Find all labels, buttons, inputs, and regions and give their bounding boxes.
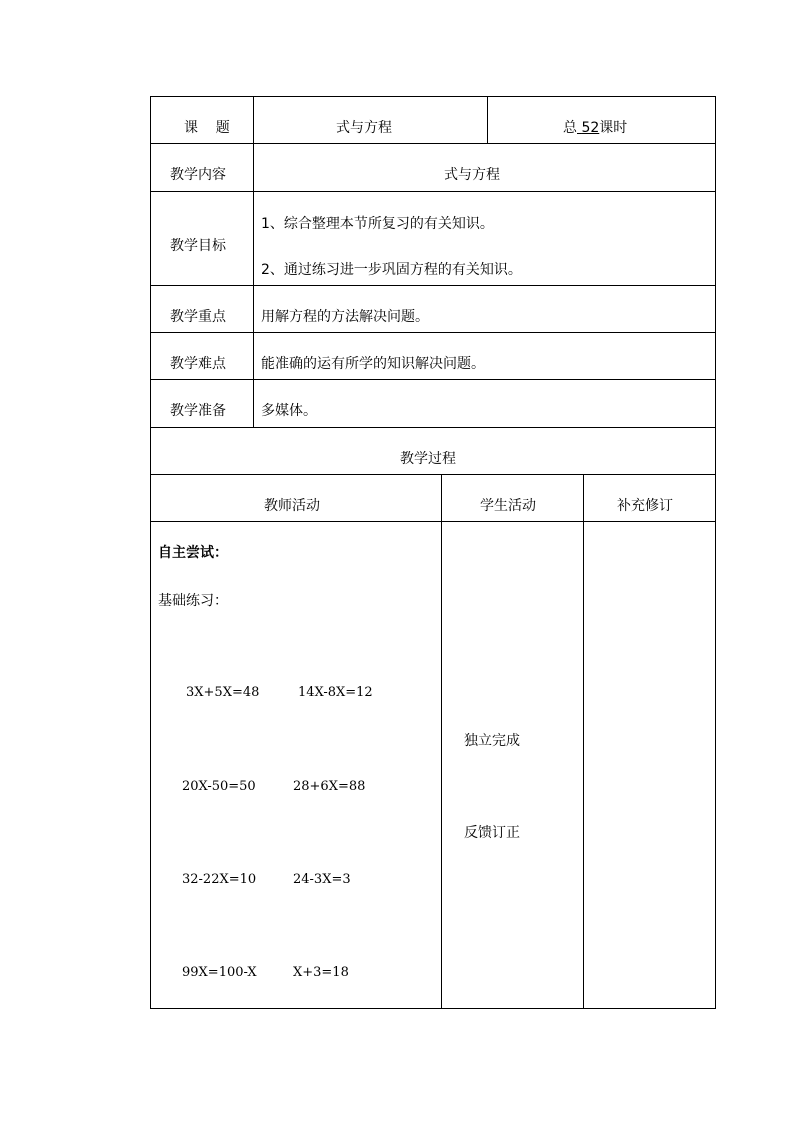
rule-top bbox=[150, 96, 716, 97]
rule-student-col bbox=[583, 474, 584, 1009]
rule-label-col bbox=[253, 96, 254, 428]
goal-line-1: 1、综合整理本节所复习的有关知识。 bbox=[261, 216, 494, 232]
goals-label: 教学目标 bbox=[170, 238, 226, 254]
self-try-heading: 自主尝试： bbox=[158, 545, 228, 561]
rule-row-7 bbox=[150, 474, 716, 475]
rule-row-3 bbox=[150, 285, 716, 286]
equation-3b: 24-3X=3 bbox=[293, 872, 351, 887]
difficulty-label: 教学难点 bbox=[170, 356, 226, 372]
total-hours bbox=[563, 120, 627, 136]
key-points-value: 用解方程的方法解决问题。 bbox=[261, 309, 429, 325]
topic-label: 课 题 bbox=[184, 120, 230, 136]
col-teacher-activity: 教师活动 bbox=[264, 498, 320, 514]
total-suffix: 课时 bbox=[599, 120, 628, 136]
rule-right bbox=[715, 96, 716, 1009]
equation-3a: 32-22X=10 bbox=[182, 872, 257, 887]
equation-2b: 28+6X=88 bbox=[293, 779, 366, 794]
difficulty-value: 能准确的运有所学的知识解决问题。 bbox=[261, 356, 485, 372]
student-activity-2: 反馈订正 bbox=[464, 825, 520, 841]
content-value: 式与方程 bbox=[444, 167, 500, 183]
rule-row-8 bbox=[150, 521, 716, 522]
rule-row-2 bbox=[150, 191, 716, 192]
rule-bottom bbox=[150, 1008, 716, 1009]
equation-4a: 99X=100-X bbox=[182, 965, 257, 980]
topic-value: 式与方程 bbox=[336, 120, 392, 136]
total-number: 52 bbox=[581, 120, 600, 136]
equation-4b: X+3=18 bbox=[293, 965, 349, 980]
rule-row-6 bbox=[150, 427, 716, 428]
rule-left bbox=[150, 96, 151, 1009]
col-revision: 补充修订 bbox=[617, 498, 673, 514]
total-prefix: 总 bbox=[563, 120, 577, 136]
process-title: 教学过程 bbox=[400, 451, 456, 467]
equation-1a: 3X+5X=48 bbox=[186, 685, 260, 700]
basic-practice-heading: 基础练习： bbox=[158, 593, 228, 609]
rule-row-5 bbox=[150, 379, 716, 380]
content-label: 教学内容 bbox=[170, 167, 226, 183]
goal-line-2: 2、通过练习进一步巩固方程的有关知识。 bbox=[261, 262, 522, 278]
col-student-activity: 学生活动 bbox=[480, 498, 536, 514]
student-activity-1: 独立完成 bbox=[464, 733, 520, 749]
equation-1b: 14X-8X=12 bbox=[298, 685, 373, 700]
rule-row-4 bbox=[150, 332, 716, 333]
rule-row-1 bbox=[150, 143, 716, 144]
equation-2a: 20X-50=50 bbox=[182, 779, 256, 794]
rule-teacher-col bbox=[441, 474, 442, 1009]
preparation-value: 多媒体。 bbox=[261, 403, 317, 419]
key-points-label: 教学重点 bbox=[170, 309, 226, 325]
preparation-label: 教学准备 bbox=[170, 403, 226, 419]
rule-total-col bbox=[487, 96, 488, 144]
